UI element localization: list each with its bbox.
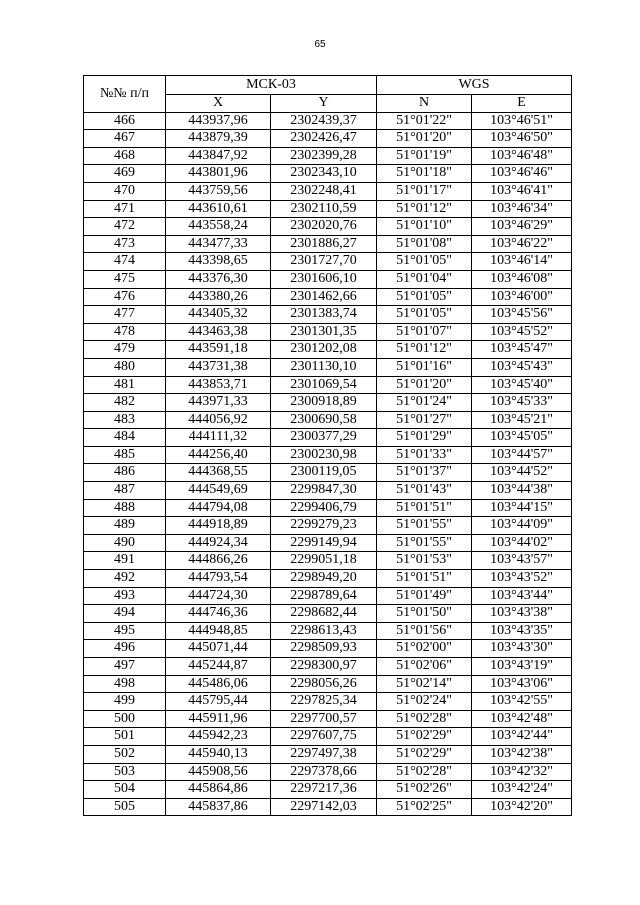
n-cell: 51°01'22" — [377, 112, 472, 130]
e-cell: 103°45'21" — [472, 411, 572, 429]
e-cell: 103°46'51" — [472, 112, 572, 130]
n-cell: 51°01'19" — [377, 147, 472, 165]
e-cell: 103°42'24" — [472, 781, 572, 799]
table-row — [84, 534, 572, 552]
point-number-cell: 500 — [84, 710, 166, 728]
n-cell: 51°01'37" — [377, 464, 472, 482]
point-number-cell: 491 — [84, 552, 166, 570]
point-number-cell: 498 — [84, 675, 166, 693]
n-cell: 51°01'07" — [377, 323, 472, 341]
e-cell: 103°44'02" — [472, 534, 572, 552]
e-cell: 103°44'38" — [472, 482, 572, 500]
x-cell: 445911,96 — [166, 710, 271, 728]
y-cell: 2297607,75 — [271, 728, 377, 746]
x-cell: 445837,86 — [166, 798, 271, 816]
e-cell: 103°43'38" — [472, 605, 572, 623]
e-cell: 103°43'30" — [472, 640, 572, 658]
header-row-top — [84, 76, 572, 95]
n-cell: 51°02'28" — [377, 710, 472, 728]
x-cell: 444549,69 — [166, 482, 271, 500]
y-cell: 2298056,26 — [271, 675, 377, 693]
y-cell: 2301727,70 — [271, 253, 377, 271]
e-cell: 103°46'50" — [472, 130, 572, 148]
x-cell: 445908,56 — [166, 763, 271, 781]
coordinates-table — [83, 75, 572, 816]
y-cell: 2301606,10 — [271, 270, 377, 288]
y-cell: 2300690,58 — [271, 411, 377, 429]
table-row — [84, 499, 572, 517]
point-number-cell: 468 — [84, 147, 166, 165]
e-cell: 103°45'47" — [472, 341, 572, 359]
point-number-cell: 480 — [84, 358, 166, 376]
n-cell: 51°01'55" — [377, 517, 472, 535]
x-cell: 444746,36 — [166, 605, 271, 623]
x-cell: 445244,87 — [166, 658, 271, 676]
y-header: Y — [271, 95, 377, 113]
y-cell: 2300377,29 — [271, 429, 377, 447]
e-cell: 103°44'09" — [472, 517, 572, 535]
n-cell: 51°01'04" — [377, 270, 472, 288]
e-cell: 103°44'57" — [472, 446, 572, 464]
e-cell: 103°45'33" — [472, 394, 572, 412]
x-cell: 443376,30 — [166, 270, 271, 288]
n-cell: 51°02'25" — [377, 798, 472, 816]
point-number-cell: 502 — [84, 745, 166, 763]
table-row — [84, 605, 572, 623]
e-cell: 103°45'43" — [472, 358, 572, 376]
table-row — [84, 218, 572, 236]
x-cell: 444948,85 — [166, 622, 271, 640]
y-cell: 2298300,97 — [271, 658, 377, 676]
n-cell: 51°01'51" — [377, 570, 472, 588]
x-cell: 445864,86 — [166, 781, 271, 799]
point-number-cell: 494 — [84, 605, 166, 623]
y-cell: 2299149,94 — [271, 534, 377, 552]
page-number: 65 — [314, 39, 326, 50]
x-cell: 444794,08 — [166, 499, 271, 517]
x-cell: 443801,96 — [166, 165, 271, 183]
y-cell: 2301462,66 — [271, 288, 377, 306]
x-cell: 445795,44 — [166, 693, 271, 711]
e-cell: 103°46'46" — [472, 165, 572, 183]
n-cell: 51°01'17" — [377, 182, 472, 200]
point-number-cell: 471 — [84, 200, 166, 218]
n-cell: 51°01'16" — [377, 358, 472, 376]
x-cell: 444918,89 — [166, 517, 271, 535]
y-cell: 2300918,89 — [271, 394, 377, 412]
point-number-cell: 483 — [84, 411, 166, 429]
table-row — [84, 323, 572, 341]
n-cell: 51°02'28" — [377, 763, 472, 781]
n-cell: 51°02'14" — [377, 675, 472, 693]
e-header: E — [472, 95, 572, 113]
n-header: N — [377, 95, 472, 113]
table-row — [84, 587, 572, 605]
point-number-cell: 499 — [84, 693, 166, 711]
y-cell: 2302426,47 — [271, 130, 377, 148]
table-row — [84, 235, 572, 253]
table-row — [84, 640, 572, 658]
table-row — [84, 253, 572, 271]
point-number-cell: 477 — [84, 306, 166, 324]
n-cell: 51°02'26" — [377, 781, 472, 799]
x-cell: 443558,24 — [166, 218, 271, 236]
n-cell: 51°01'20" — [377, 376, 472, 394]
table-row — [84, 482, 572, 500]
table-row — [84, 306, 572, 324]
x-cell: 444056,92 — [166, 411, 271, 429]
e-cell: 103°43'57" — [472, 552, 572, 570]
n-cell: 51°01'50" — [377, 605, 472, 623]
table-row — [84, 130, 572, 148]
n-cell: 51°01'05" — [377, 288, 472, 306]
n-cell: 51°01'33" — [377, 446, 472, 464]
x-cell: 445942,23 — [166, 728, 271, 746]
x-cell: 444368,55 — [166, 464, 271, 482]
table-row — [84, 763, 572, 781]
e-cell: 103°46'08" — [472, 270, 572, 288]
msk-group-header: МСК-03 — [166, 76, 377, 95]
point-number-cell: 484 — [84, 429, 166, 447]
x-cell: 443463,38 — [166, 323, 271, 341]
n-cell: 51°01'55" — [377, 534, 472, 552]
e-cell: 103°45'40" — [472, 376, 572, 394]
e-cell: 103°43'44" — [472, 587, 572, 605]
e-cell: 103°44'15" — [472, 499, 572, 517]
table-row — [84, 376, 572, 394]
n-cell: 51°01'53" — [377, 552, 472, 570]
y-cell: 2299406,79 — [271, 499, 377, 517]
point-number-cell: 472 — [84, 218, 166, 236]
x-cell: 445071,44 — [166, 640, 271, 658]
y-cell: 2297142,03 — [271, 798, 377, 816]
y-cell: 2297700,57 — [271, 710, 377, 728]
y-cell: 2299051,18 — [271, 552, 377, 570]
n-cell: 51°01'12" — [377, 200, 472, 218]
point-number-cell: 487 — [84, 482, 166, 500]
table-row — [84, 288, 572, 306]
y-cell: 2297217,36 — [271, 781, 377, 799]
n-cell: 51°01'27" — [377, 411, 472, 429]
x-cell: 444111,32 — [166, 429, 271, 447]
e-cell: 103°46'00" — [472, 288, 572, 306]
x-cell: 444793,54 — [166, 570, 271, 588]
n-cell: 51°01'05" — [377, 306, 472, 324]
x-cell: 443610,61 — [166, 200, 271, 218]
table-row — [84, 165, 572, 183]
n-cell: 51°01'10" — [377, 218, 472, 236]
x-cell: 443879,39 — [166, 130, 271, 148]
x-cell: 443759,56 — [166, 182, 271, 200]
table-row — [84, 570, 572, 588]
y-cell: 2298682,44 — [271, 605, 377, 623]
point-number-cell: 496 — [84, 640, 166, 658]
x-cell: 443853,71 — [166, 376, 271, 394]
point-number-cell: 473 — [84, 235, 166, 253]
n-cell: 51°01'05" — [377, 253, 472, 271]
x-cell: 443847,92 — [166, 147, 271, 165]
table-row — [84, 710, 572, 728]
e-cell: 103°46'34" — [472, 200, 572, 218]
point-number-cell: 489 — [84, 517, 166, 535]
table-row — [84, 270, 572, 288]
point-number-cell: 481 — [84, 376, 166, 394]
y-cell: 2302343,10 — [271, 165, 377, 183]
point-number-cell: 486 — [84, 464, 166, 482]
n-cell: 51°02'29" — [377, 745, 472, 763]
e-cell: 103°43'19" — [472, 658, 572, 676]
x-cell: 443477,33 — [166, 235, 271, 253]
y-cell: 2302020,76 — [271, 218, 377, 236]
e-cell: 103°42'38" — [472, 745, 572, 763]
e-cell: 103°42'55" — [472, 693, 572, 711]
table-row — [84, 675, 572, 693]
x-cell: 444924,34 — [166, 534, 271, 552]
point-number-cell: 482 — [84, 394, 166, 412]
e-cell: 103°46'41" — [472, 182, 572, 200]
e-cell: 103°42'48" — [472, 710, 572, 728]
y-cell: 2301202,08 — [271, 341, 377, 359]
x-cell: 445940,13 — [166, 745, 271, 763]
y-cell: 2301069,54 — [271, 376, 377, 394]
y-cell: 2297497,38 — [271, 745, 377, 763]
point-number-cell: 467 — [84, 130, 166, 148]
y-cell: 2302248,41 — [271, 182, 377, 200]
e-cell: 103°45'52" — [472, 323, 572, 341]
n-cell: 51°01'56" — [377, 622, 472, 640]
n-cell: 51°02'29" — [377, 728, 472, 746]
y-cell: 2300119,05 — [271, 464, 377, 482]
point-number-cell: 474 — [84, 253, 166, 271]
point-number-cell: 505 — [84, 798, 166, 816]
n-cell: 51°02'24" — [377, 693, 472, 711]
x-cell: 443405,32 — [166, 306, 271, 324]
point-number-cell: 475 — [84, 270, 166, 288]
y-cell: 2299847,30 — [271, 482, 377, 500]
e-cell: 103°46'48" — [472, 147, 572, 165]
y-cell: 2302439,37 — [271, 112, 377, 130]
y-cell: 2298789,64 — [271, 587, 377, 605]
n-cell: 51°02'06" — [377, 658, 472, 676]
y-cell: 2297378,66 — [271, 763, 377, 781]
x-header: X — [166, 95, 271, 113]
point-number-cell: 470 — [84, 182, 166, 200]
e-cell: 103°43'35" — [472, 622, 572, 640]
table-row — [84, 552, 572, 570]
table-row — [84, 182, 572, 200]
x-cell: 444724,30 — [166, 587, 271, 605]
e-cell: 103°43'06" — [472, 675, 572, 693]
table-row — [84, 394, 572, 412]
point-number-cell: 493 — [84, 587, 166, 605]
table-row — [84, 622, 572, 640]
table-row — [84, 745, 572, 763]
table-row — [84, 200, 572, 218]
y-cell: 2301886,27 — [271, 235, 377, 253]
point-number-cell: 478 — [84, 323, 166, 341]
e-cell: 103°46'14" — [472, 253, 572, 271]
index-header: №№ п/п — [84, 76, 166, 113]
n-cell: 51°01'49" — [377, 587, 472, 605]
y-cell: 2298613,43 — [271, 622, 377, 640]
table-row — [84, 429, 572, 447]
y-cell: 2299279,23 — [271, 517, 377, 535]
table-row — [84, 728, 572, 746]
n-cell: 51°01'08" — [377, 235, 472, 253]
table-row — [84, 446, 572, 464]
e-cell: 103°43'52" — [472, 570, 572, 588]
e-cell: 103°42'44" — [472, 728, 572, 746]
point-number-cell: 495 — [84, 622, 166, 640]
table-row — [84, 112, 572, 130]
y-cell: 2297825,34 — [271, 693, 377, 711]
table-row — [84, 147, 572, 165]
y-cell: 2298949,20 — [271, 570, 377, 588]
n-cell: 51°01'29" — [377, 429, 472, 447]
n-cell: 51°01'24" — [377, 394, 472, 412]
point-number-cell: 490 — [84, 534, 166, 552]
x-cell: 444256,40 — [166, 446, 271, 464]
table-row — [84, 781, 572, 799]
table-row — [84, 341, 572, 359]
table-row — [84, 658, 572, 676]
x-cell: 443937,96 — [166, 112, 271, 130]
x-cell: 443731,38 — [166, 358, 271, 376]
e-cell: 103°45'56" — [472, 306, 572, 324]
point-number-cell: 497 — [84, 658, 166, 676]
x-cell: 445486,06 — [166, 675, 271, 693]
table-row — [84, 464, 572, 482]
point-number-cell: 485 — [84, 446, 166, 464]
y-cell: 2302399,28 — [271, 147, 377, 165]
n-cell: 51°01'12" — [377, 341, 472, 359]
table-body — [84, 112, 572, 816]
y-cell: 2300230,98 — [271, 446, 377, 464]
x-cell: 444866,26 — [166, 552, 271, 570]
y-cell: 2302110,59 — [271, 200, 377, 218]
y-cell: 2301383,74 — [271, 306, 377, 324]
point-number-cell: 492 — [84, 570, 166, 588]
table-row — [84, 693, 572, 711]
table-row — [84, 798, 572, 816]
e-cell: 103°45'05" — [472, 429, 572, 447]
x-cell: 443398,65 — [166, 253, 271, 271]
e-cell: 103°46'29" — [472, 218, 572, 236]
table-row — [84, 517, 572, 535]
e-cell: 103°42'32" — [472, 763, 572, 781]
table-row — [84, 358, 572, 376]
table-row — [84, 411, 572, 429]
point-number-cell: 501 — [84, 728, 166, 746]
x-cell: 443971,33 — [166, 394, 271, 412]
point-number-cell: 466 — [84, 112, 166, 130]
y-cell: 2301130,10 — [271, 358, 377, 376]
point-number-cell: 503 — [84, 763, 166, 781]
y-cell: 2298509,93 — [271, 640, 377, 658]
point-number-cell: 469 — [84, 165, 166, 183]
n-cell: 51°01'18" — [377, 165, 472, 183]
point-number-cell: 476 — [84, 288, 166, 306]
e-cell: 103°44'52" — [472, 464, 572, 482]
n-cell: 51°01'20" — [377, 130, 472, 148]
n-cell: 51°01'51" — [377, 499, 472, 517]
point-number-cell: 479 — [84, 341, 166, 359]
n-cell: 51°02'00" — [377, 640, 472, 658]
y-cell: 2301301,35 — [271, 323, 377, 341]
x-cell: 443380,26 — [166, 288, 271, 306]
e-cell: 103°42'20" — [472, 798, 572, 816]
point-number-cell: 488 — [84, 499, 166, 517]
point-number-cell: 504 — [84, 781, 166, 799]
x-cell: 443591,18 — [166, 341, 271, 359]
n-cell: 51°01'43" — [377, 482, 472, 500]
wgs-group-header: WGS — [377, 76, 572, 95]
e-cell: 103°46'22" — [472, 235, 572, 253]
